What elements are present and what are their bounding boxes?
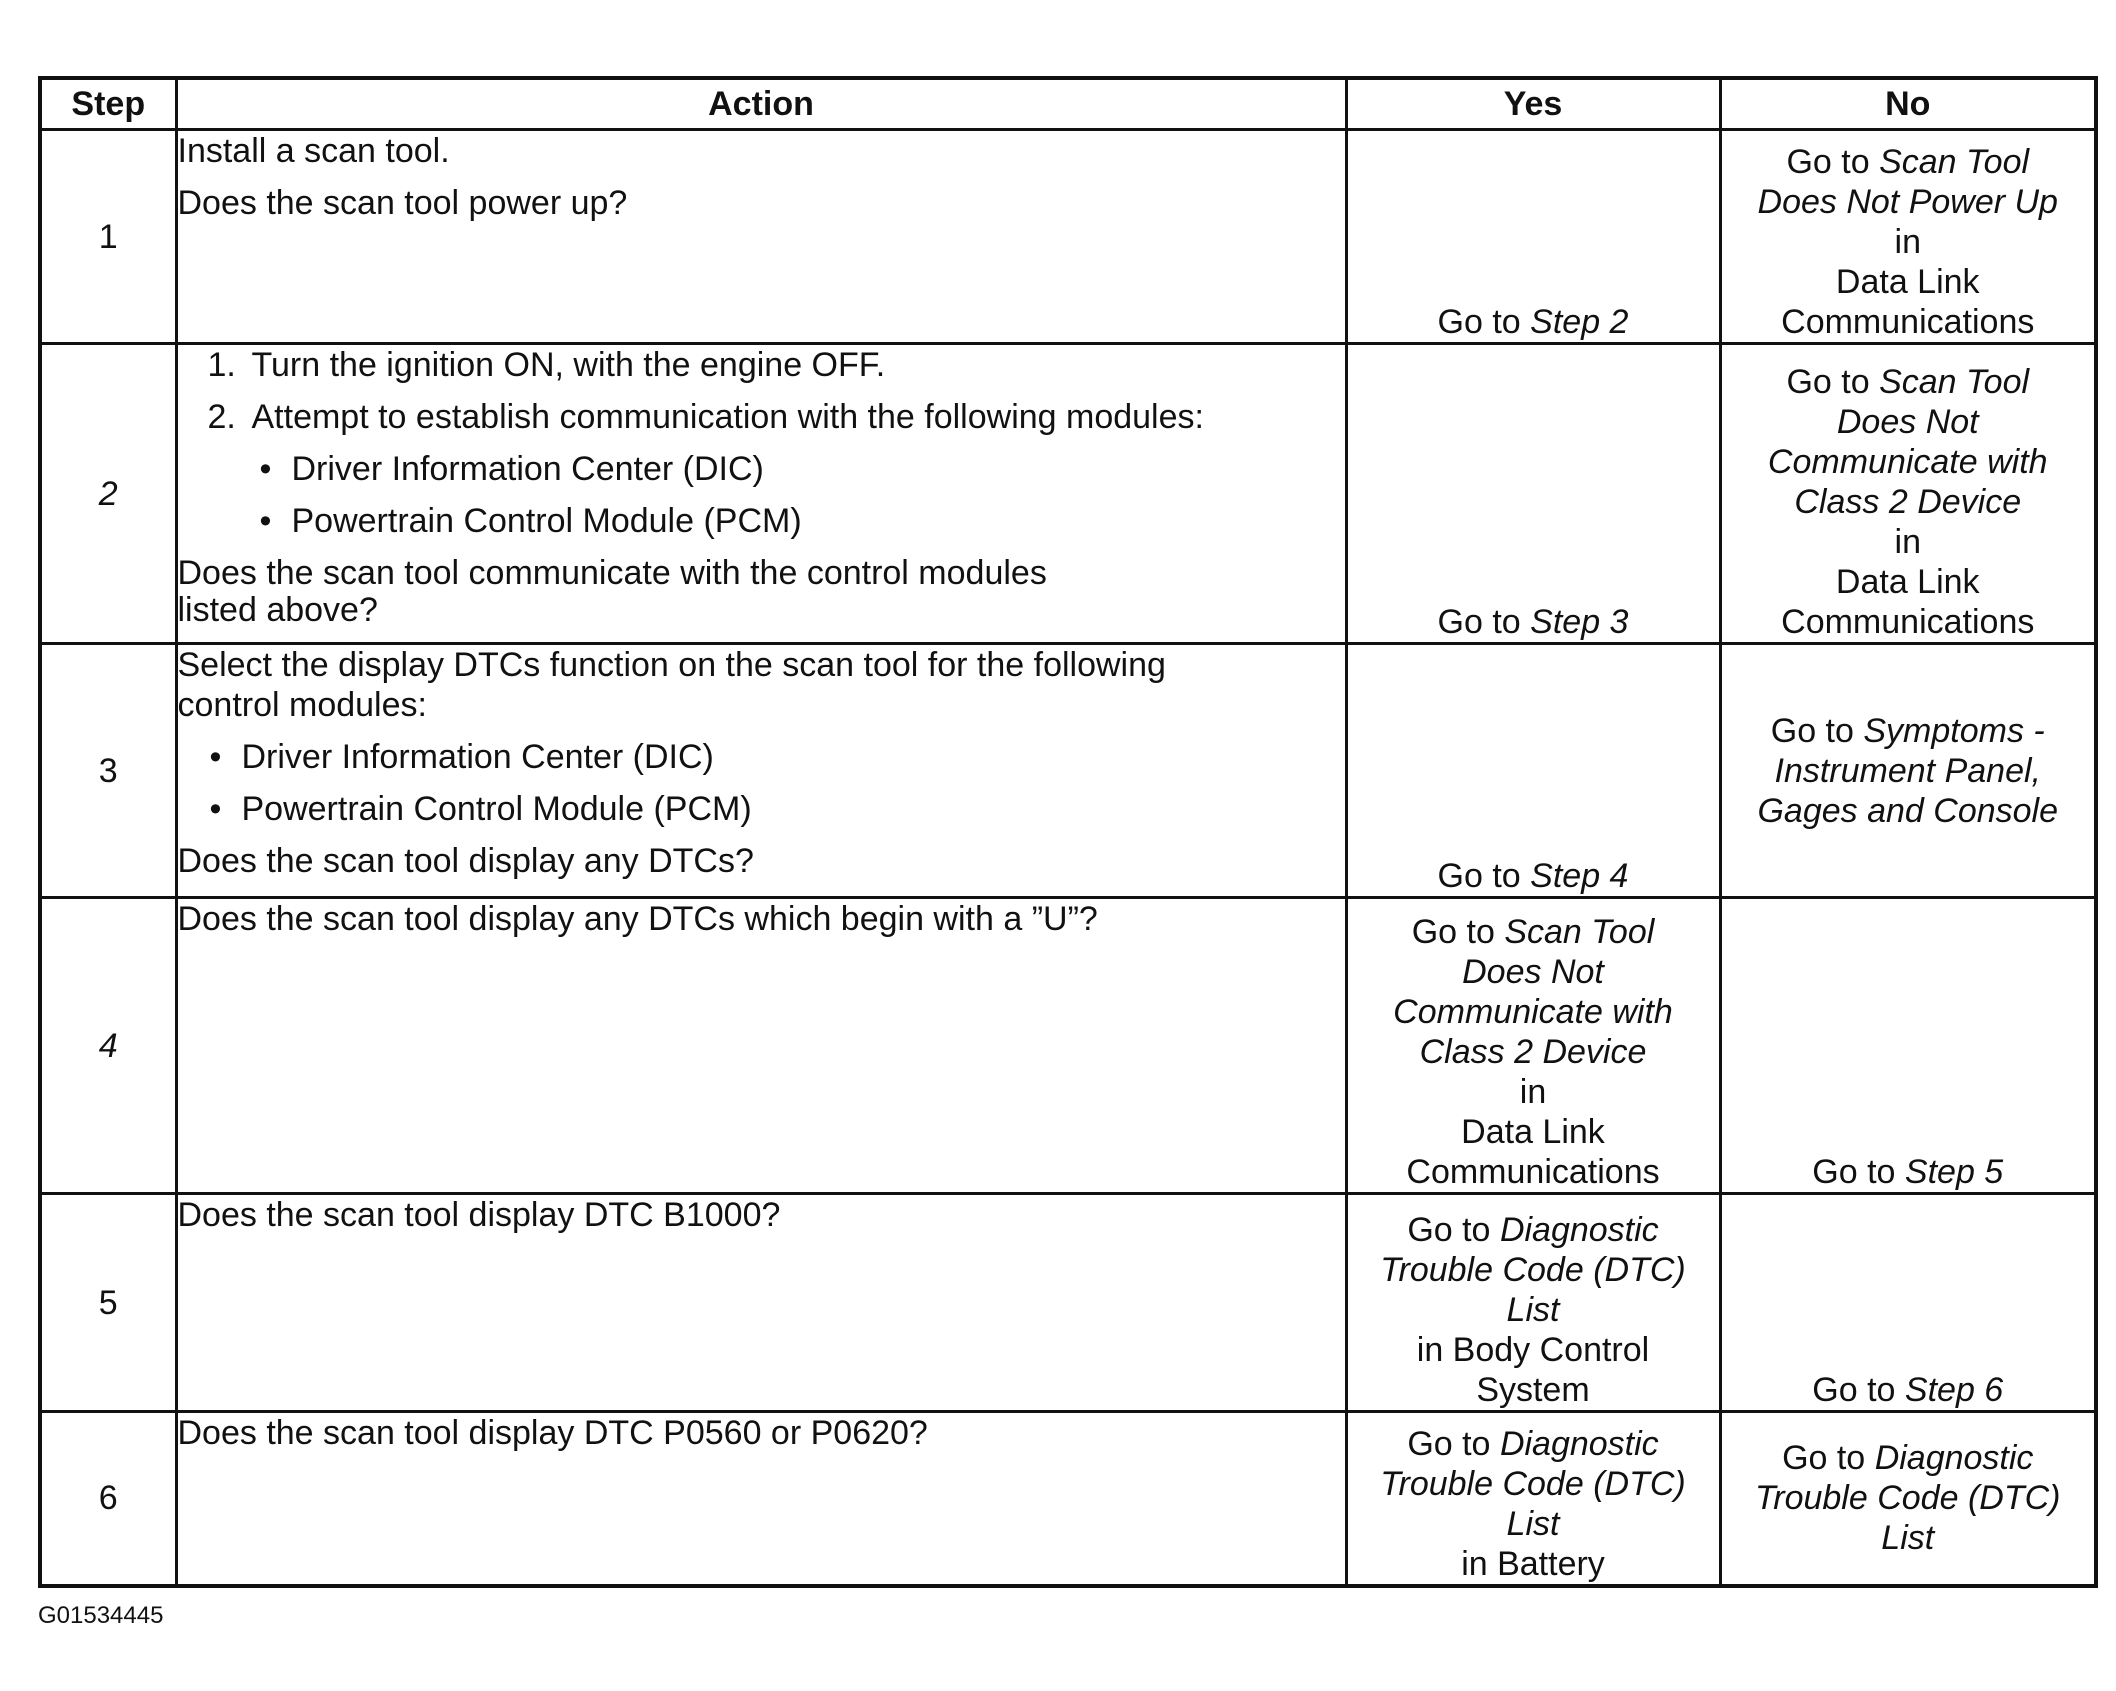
action-question: Does the scan tool communicate with the control modules — [177, 554, 1047, 592]
procedure-link-cont[interactable]: List — [1506, 1504, 1560, 1543]
no-cell — [1720, 1412, 2096, 1586]
yes-cell — [1346, 898, 1720, 1194]
table-row — [40, 1194, 2096, 1412]
yes-cell — [1346, 344, 1720, 644]
action-cell — [176, 130, 1346, 344]
procedure-link[interactable]: Diagnostic — [1499, 1424, 1659, 1463]
step-link[interactable]: Step 4 — [1530, 857, 1629, 895]
section-name: in Body Control — [1416, 1331, 1650, 1369]
section-name: in Battery — [1461, 1544, 1605, 1583]
procedure-link[interactable]: Scan Tool — [1879, 143, 2030, 181]
table-row — [40, 644, 2096, 898]
bullet-item: • Powertrain Control Module (PCM) — [209, 790, 752, 828]
go-to-text: Go to — [1812, 1153, 1896, 1191]
go-to-text: Go to — [1407, 1211, 1491, 1249]
yes-cell — [1346, 130, 1720, 344]
step-number: 6 — [40, 1412, 176, 1586]
procedure-link[interactable]: Scan Tool — [1504, 913, 1655, 951]
action-cell — [176, 1194, 1346, 1412]
action-question: Does the scan tool display DTC P0560 or P0620? — [177, 1414, 928, 1452]
go-to-text: Go to — [1782, 1439, 1866, 1478]
step-link[interactable]: Step 3 — [1530, 603, 1629, 641]
yes-cell — [1346, 1194, 1720, 1412]
action-text: Select the display DTCs function on the scan tool for the following — [177, 646, 1166, 684]
bullet-icon: • — [259, 502, 272, 540]
table-row — [40, 1412, 2096, 1586]
numbered-item: 1. Turn the ignition ON, with the engine OFF. — [207, 346, 886, 384]
procedure-link-cont[interactable]: List — [1881, 1519, 1935, 1558]
figure-id: G01534445 — [38, 1602, 164, 1629]
step-link[interactable]: Step 5 — [1904, 1153, 2004, 1191]
header-no: No — [1720, 78, 2096, 130]
in-text: in — [1894, 223, 1921, 261]
table-row — [40, 898, 2096, 1194]
procedure-link[interactable]: Scan Tool — [1879, 363, 2030, 401]
go-to-text: Go to — [1770, 711, 1854, 750]
header-step: Step — [40, 78, 176, 130]
action-question: Does the scan tool display any DTCs which begin with a ”U”? — [177, 900, 1098, 938]
header-row — [40, 78, 2096, 130]
go-to-text: Go to — [1786, 143, 1870, 181]
header-yes: Yes — [1346, 78, 1720, 130]
bullet-item: • Driver Information Center (DIC) — [259, 450, 764, 488]
header-action: Action — [176, 78, 1346, 130]
section-name: Data Link — [1835, 263, 1980, 301]
procedure-link-cont[interactable]: Class 2 Device — [1419, 1033, 1647, 1071]
no-cell — [1720, 344, 2096, 644]
section-name-cont: Communications — [1406, 1153, 1660, 1191]
procedure-link-cont[interactable]: Class 2 Device — [1794, 483, 2022, 521]
go-to-text: Go to — [1437, 857, 1521, 895]
numbered-item: 2. Attempt to establish communication with the following modules: — [207, 398, 1204, 436]
action-cell — [176, 344, 1346, 644]
go-to-text: Go to — [1411, 913, 1495, 951]
procedure-link-cont[interactable]: Gages and Console — [1757, 791, 2059, 830]
action-cell — [176, 1412, 1346, 1586]
procedure-link-cont[interactable]: Trouble Code (DTC) — [1380, 1464, 1686, 1503]
section-name-cont: System — [1476, 1371, 1590, 1409]
yes-cell — [1346, 644, 1720, 898]
no-cell — [1720, 130, 2096, 344]
go-to-text: Go to — [1437, 603, 1521, 641]
table-row — [40, 130, 2096, 344]
in-text: in — [1519, 1073, 1547, 1111]
bullet-icon: • — [259, 450, 272, 488]
procedure-link[interactable]: Diagnostic — [1874, 1439, 2034, 1478]
in-text: in — [1894, 523, 1921, 561]
go-to-text: Go to — [1812, 1371, 1896, 1409]
step-number: 5 — [40, 1194, 176, 1412]
table-row — [40, 344, 2096, 644]
action-question: Does the scan tool display DTC B1000? — [177, 1196, 781, 1234]
no-cell — [1720, 644, 2096, 898]
go-to-text: Go to — [1786, 363, 1870, 401]
procedure-link[interactable]: Diagnostic — [1499, 1211, 1659, 1249]
go-to-text: Go to — [1407, 1424, 1491, 1463]
step-link[interactable]: Step 2 — [1530, 303, 1629, 341]
procedure-link-cont[interactable]: Trouble Code (DTC) — [1755, 1479, 2061, 1518]
diagnostic-table — [38, 76, 2098, 1588]
action-text: Install a scan tool. — [177, 132, 450, 170]
section-name: Data Link — [1461, 1113, 1605, 1151]
section-name-cont: Communications — [1781, 303, 2035, 341]
action-question: Does the scan tool power up? — [177, 184, 628, 222]
bullet-item: • Powertrain Control Module (PCM) — [259, 502, 802, 540]
action-question: Does the scan tool display any DTCs? — [177, 842, 754, 880]
action-cell — [176, 644, 1346, 898]
procedure-link-cont[interactable]: Communicate with — [1393, 993, 1673, 1031]
action-cell — [176, 898, 1346, 1194]
bullet-icon: • — [209, 738, 222, 776]
procedure-link-cont[interactable]: Does Not — [1836, 403, 1979, 441]
section-name-cont: Communications — [1781, 603, 2035, 641]
section-name: Data Link — [1835, 563, 1980, 601]
step-number: 3 — [40, 644, 176, 898]
yes-cell — [1346, 1412, 1720, 1586]
no-cell — [1720, 898, 2096, 1194]
bullet-icon: • — [209, 790, 222, 828]
procedure-link-cont[interactable]: Does Not — [1462, 953, 1604, 991]
procedure-link-cont[interactable]: Trouble Code (DTC) — [1380, 1251, 1686, 1289]
action-text-cont: control modules: — [177, 686, 427, 724]
step-number: 2 — [40, 344, 176, 644]
step-number: 1 — [40, 130, 176, 344]
procedure-link-cont[interactable]: Does Not Power Up — [1757, 183, 2058, 221]
procedure-link[interactable]: Symptoms - — [1863, 711, 2045, 750]
no-cell — [1720, 1194, 2096, 1412]
procedure-link-cont[interactable]: List — [1506, 1291, 1560, 1329]
action-question-cont: listed above? — [177, 591, 378, 629]
bullet-item: • Driver Information Center (DIC) — [209, 738, 714, 776]
procedure-link-cont[interactable]: Communicate with — [1767, 443, 2048, 481]
procedure-link-cont[interactable]: Instrument Panel, — [1774, 751, 2041, 790]
step-link[interactable]: Step 6 — [1904, 1371, 2004, 1409]
go-to-text: Go to — [1437, 303, 1521, 341]
step-number: 4 — [40, 898, 176, 1194]
